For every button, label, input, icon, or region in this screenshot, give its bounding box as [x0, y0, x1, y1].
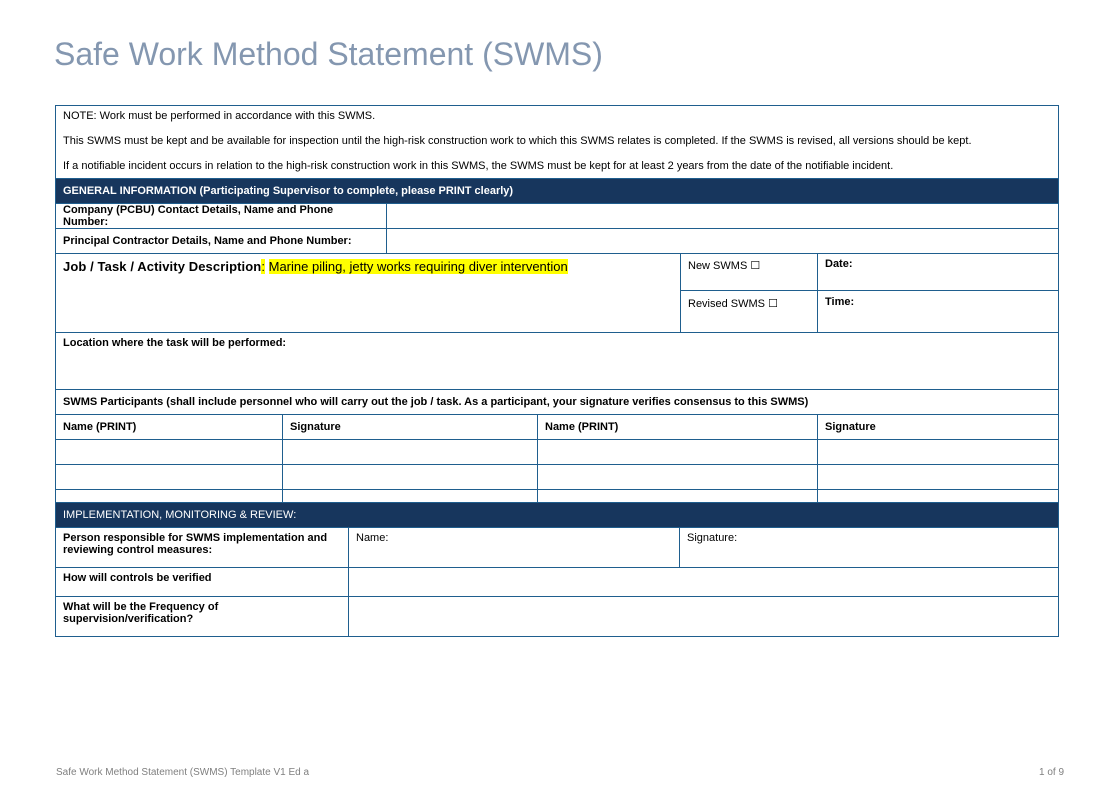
participant-name-input[interactable]: [538, 440, 818, 465]
participant-name-input[interactable]: [56, 440, 283, 465]
company-label: Company (PCBU) Contact Details, Name and Phone Number:: [56, 204, 387, 229]
job-description-label: Job / Task / Activity Description: [63, 259, 262, 274]
job-description-value[interactable]: Marine piling, jetty works requiring diver intervention: [268, 259, 568, 274]
job-description-cell: [56, 254, 681, 333]
table-row: [56, 465, 1059, 490]
participants-header: SWMS Participants (shall include personnel who will carry out the job / task. As a participant, your signature verifies consensus to this SWMS): [56, 390, 1059, 415]
company-field[interactable]: [387, 204, 1059, 229]
footer-document-name: Safe Work Method Statement (SWMS) Template V1 Ed a: [56, 767, 310, 778]
participant-signature-input[interactable]: [283, 440, 538, 465]
footer-page-number: 1 of 9: [1039, 767, 1065, 778]
col-signature-1: Signature: [283, 415, 538, 440]
participant-name-input[interactable]: [56, 465, 283, 490]
frequency-field[interactable]: [349, 597, 1059, 637]
date-label: Date:: [818, 254, 1059, 291]
time-label: Time:: [818, 291, 1059, 333]
revised-swms-checkbox[interactable]: Revised SWMS ☐: [681, 291, 818, 333]
principal-contractor-label: Principal Contractor Details, Name and Phone Number:: [56, 229, 387, 254]
note-line-3: If a notifiable incident occurs in relation to the high-risk construction work in this SWMS, the SWMS must be kept for at least 2 years from the date of the notifiable incident.: [56, 155, 1059, 179]
participant-signature-input[interactable]: [818, 465, 1059, 490]
col-name-1: Name (PRINT): [56, 415, 283, 440]
participant-signature-input[interactable]: [818, 440, 1059, 465]
responsible-signature-field[interactable]: Signature:: [680, 528, 1059, 568]
table-row: [56, 440, 1059, 465]
participant-signature-input[interactable]: [283, 465, 538, 490]
note-line-2: This SWMS must be kept and be available for inspection until the high-risk construction work to which this SWMS relates is completed. If the SWMS is revised, all versions should be kept.: [56, 130, 1059, 155]
verified-label: How will controls be verified: [56, 568, 349, 597]
col-signature-2: Signature: [818, 415, 1059, 440]
participant-name-input[interactable]: [538, 465, 818, 490]
note-line-1: NOTE: Work must be performed in accordance with this SWMS.: [56, 106, 1059, 131]
col-name-2: Name (PRINT): [538, 415, 818, 440]
responsible-label: Person responsible for SWMS implementation and reviewing control measures:: [56, 528, 349, 568]
responsible-name-field[interactable]: Name:: [349, 528, 680, 568]
location-label: Location where the task will be performed:: [56, 333, 1059, 390]
job-colon: :: [261, 259, 265, 274]
implementation-header: IMPLEMENTATION, MONITORING & REVIEW:: [56, 503, 1059, 528]
implementation-table: [55, 502, 1059, 637]
new-swms-checkbox[interactable]: New SWMS ☐: [681, 254, 818, 291]
page-title: Safe Work Method Statement (SWMS): [54, 36, 603, 72]
general-info-table: [55, 105, 1059, 515]
general-info-header: GENERAL INFORMATION (Participating Supervisor to complete, please PRINT clearly): [56, 179, 1059, 204]
verified-field[interactable]: [349, 568, 1059, 597]
frequency-label: What will be the Frequency of supervision/verification?: [56, 597, 349, 637]
principal-contractor-field[interactable]: [387, 229, 1059, 254]
